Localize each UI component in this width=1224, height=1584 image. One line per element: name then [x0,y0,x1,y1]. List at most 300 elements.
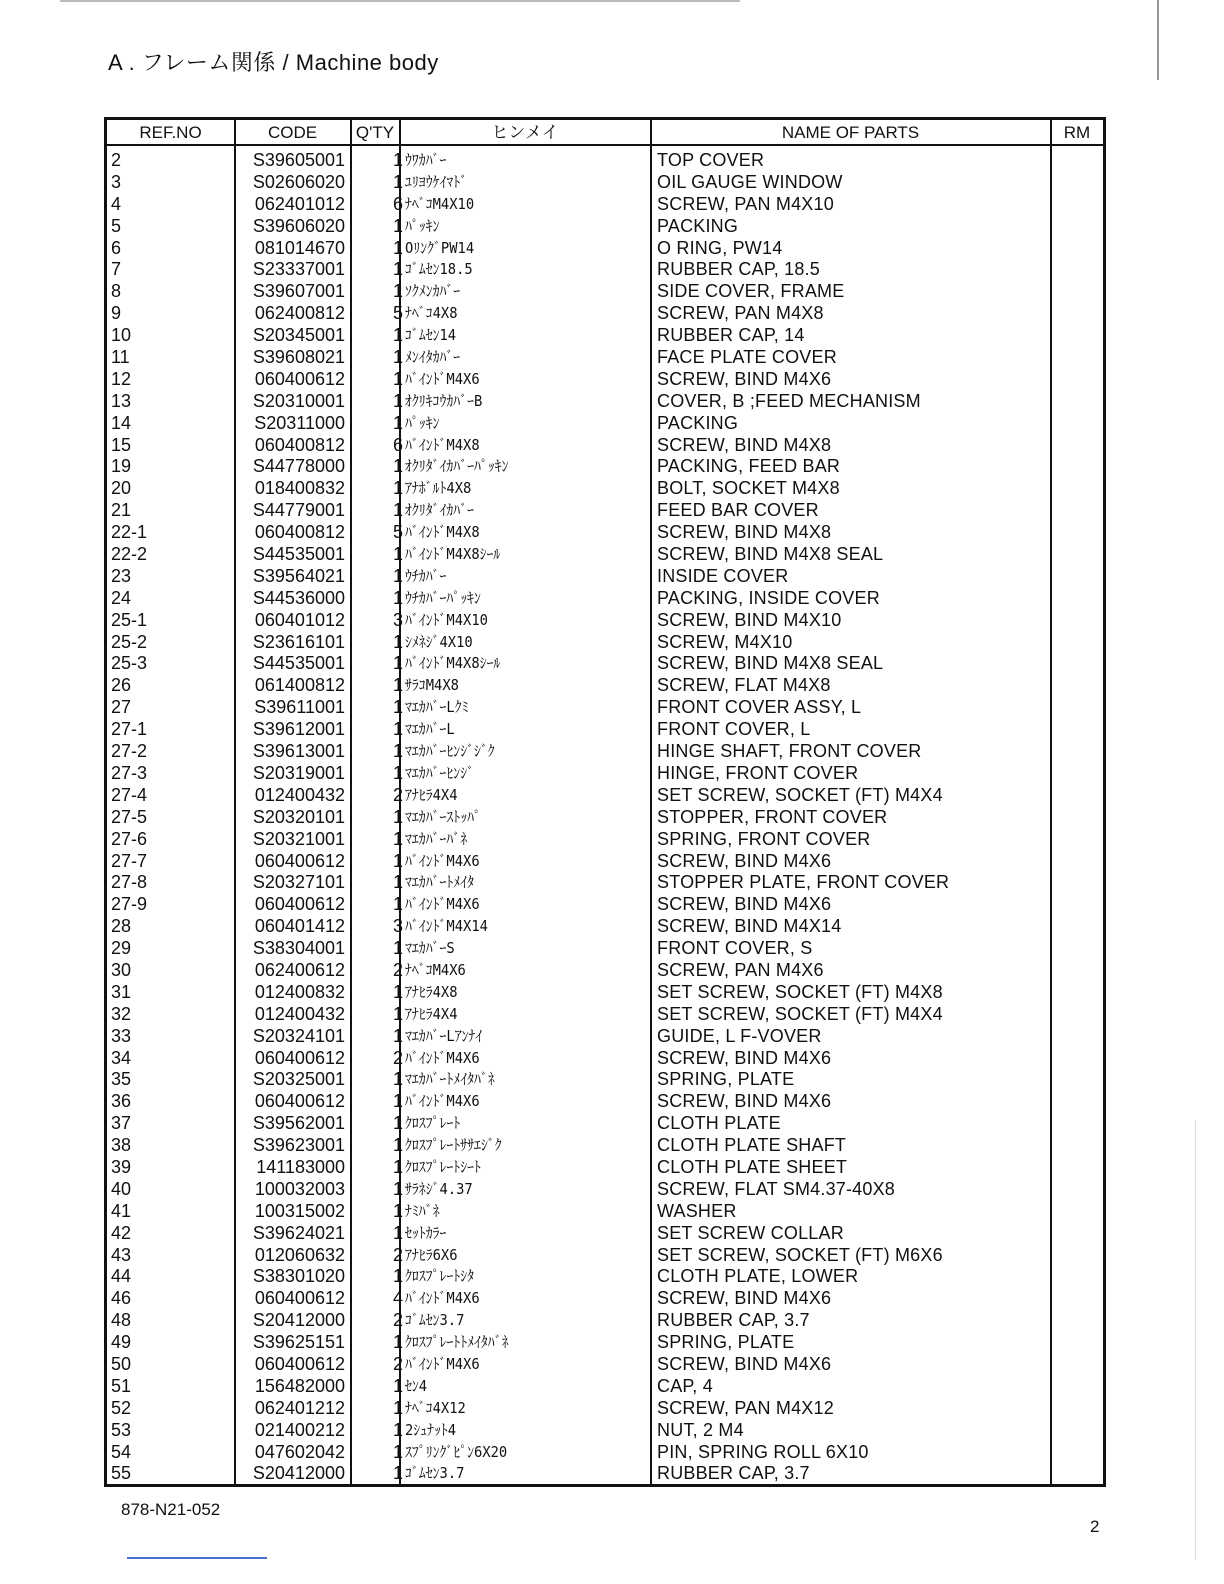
ref-no-cell: 50 [111,1353,132,1374]
kana-name-cell: ｸﾛｽﾌﾟﾚｰﾄ [405,1114,461,1133]
kana-name-cell: ﾏｴｶﾊﾞｰｽﾄｯﾊﾟ [405,807,481,826]
qty-cell: 4 [392,1288,403,1309]
code-cell: 021400212 [254,1419,345,1440]
part-name-cell: SCREW, PAN M4X12 [657,1397,834,1418]
table-row [107,435,1103,457]
kana-name-cell: ｺﾞﾑｾﾝ3.7 [405,1464,465,1483]
table-row [107,1288,1103,1310]
code-cell: S39564021 [252,565,345,586]
kana-name-cell: ﾏｴｶﾊﾞｰS [405,939,455,958]
part-name-cell: CLOTH PLATE, LOWER [657,1266,859,1287]
table-row [107,1091,1103,1113]
kana-name-cell: ｳﾁｶﾊﾞｰ [405,566,447,585]
page-title: A . フレーム関係 / Machine body [108,50,439,75]
part-name-cell: RUBBER CAP, 3.7 [657,1463,810,1484]
kana-name-cell: ﾏｴｶﾊﾞｰLｸﾐ [405,698,469,717]
table-row [107,1266,1103,1288]
ref-no-cell: 23 [111,565,132,586]
table-row [107,938,1103,960]
part-name-cell: BOLT, SOCKET M4X8 [657,478,840,499]
code-cell: 100315002 [254,1200,345,1221]
ref-no-cell: 32 [111,1003,132,1024]
kana-name-cell: ｱﾅﾋﾗ4X4 [405,785,458,804]
ref-no-cell: 14 [111,412,132,433]
part-name-cell: SCREW, BIND M4X10 [657,609,842,630]
kana-name-cell: ﾊﾞｲﾝﾄﾞM4X6 [405,895,480,914]
ref-no-cell: 4 [111,193,122,214]
ref-no-cell: 22-2 [111,544,148,565]
part-name-cell: SCREW, PAN M4X6 [657,959,824,980]
qty-cell: 1 [392,259,403,280]
kana-name-cell: ｵｸﾘﾀﾞｲｶﾊﾞｰ [405,501,475,520]
ref-no-cell: 37 [111,1113,132,1134]
table-row [107,588,1103,610]
ref-no-cell: 25-2 [111,631,148,652]
ref-no-cell: 44 [111,1266,132,1287]
part-name-cell: SCREW, BIND M4X6 [657,850,832,871]
code-cell: S20321001 [252,828,345,849]
kana-name-cell: ﾏｴｶﾊﾞｰﾄﾒｲﾀﾊﾞﾈ [405,1070,495,1089]
part-name-cell: SPRING, PLATE [657,1069,795,1090]
document-code: 878-N21-052 [121,1500,221,1519]
table-row [107,1245,1103,1267]
part-name-cell: COVER, B ;FEED MECHANISM [657,390,921,411]
qty-cell: 5 [392,522,403,543]
ref-no-cell: 7 [111,259,122,280]
kana-name-cell: ｸﾛｽﾌﾟﾚｰﾄｼﾀ [405,1267,475,1286]
ref-no-cell: 53 [111,1419,132,1440]
code-cell: S39611001 [254,697,345,718]
scan-edge-right-lower [1195,1120,1196,1560]
part-name-cell: PACKING, INSIDE COVER [657,587,880,608]
table-row [107,829,1103,851]
table-row [107,916,1103,938]
header-ref: REF.NO [139,123,202,142]
table-row [107,741,1103,763]
part-name-cell: SCREW, PAN M4X8 [657,303,824,324]
kana-name-cell: ｾﾝ4 [405,1376,428,1395]
table-row [107,238,1103,260]
qty-cell: 1 [392,806,403,827]
table-row [107,1332,1103,1354]
part-name-cell: FRONT COVER, L [657,719,811,740]
part-name-cell: FEED BAR COVER [657,500,819,521]
code-cell: S20412000 [252,1463,345,1484]
qty-cell: 1 [392,390,403,411]
code-cell: S44535001 [252,653,345,674]
kana-name-cell: ｳﾜｶﾊﾞｰ [405,151,447,169]
table-row [107,807,1103,829]
part-name-cell: INSIDE COVER [657,565,789,586]
code-cell: S23616101 [252,631,345,652]
part-name-cell: SCREW, BIND M4X6 [657,1288,832,1309]
code-cell: S44535001 [252,544,345,565]
part-name-cell: TOP COVER [657,150,765,170]
ref-no-cell: 40 [111,1178,132,1199]
ref-no-cell: 28 [111,916,132,937]
part-name-cell: SCREW, M4X10 [657,631,793,652]
table-row [107,1179,1103,1201]
kana-name-cell: ﾏｴｶﾊﾞｰLｱﾝﾅｲ [405,1026,483,1045]
table-row [107,982,1103,1004]
ref-no-cell: 27-5 [111,806,148,827]
table-row [107,325,1103,347]
code-cell: 062400812 [254,303,345,324]
kana-name-cell: ﾊﾞｲﾝﾄﾞM4X10 [405,610,488,629]
ref-no-cell: 29 [111,938,132,959]
code-cell: S39606020 [252,215,345,236]
part-name-cell: FRONT COVER ASSY, L [657,697,862,718]
table-row [107,194,1103,216]
part-name-cell: SCREW, BIND M4X6 [657,1091,832,1112]
ref-no-cell: 3 [111,171,122,192]
code-cell: S39605001 [252,150,345,170]
qty-cell: 2 [392,1353,403,1374]
qty-cell: 2 [392,1310,403,1331]
code-cell: S20345001 [252,325,345,346]
code-cell: S39607001 [252,281,345,302]
table-row [107,522,1103,544]
qty-cell: 1 [392,850,403,871]
qty-cell: 1 [392,1156,403,1177]
kana-name-cell: ｻﾗﾈｼﾞ4.37 [405,1179,473,1198]
ref-no-cell: 39 [111,1156,132,1177]
kana-name-cell: ｺﾞﾑｾﾝ18.5 [405,260,473,279]
ref-no-cell: 27-7 [111,850,148,871]
kana-name-cell: ｼﾒﾈｼﾞ4X10 [405,632,473,651]
table-row [107,675,1103,697]
table-row [107,1113,1103,1135]
table-row [107,697,1103,719]
qty-cell: 1 [392,281,403,302]
qty-cell: 1 [392,1135,403,1156]
ref-no-cell: 13 [111,390,132,411]
kana-name-cell: ﾏｴｶﾊﾞｰﾋﾝｼﾞｼﾞｸ [405,742,495,761]
code-cell: S39613001 [252,741,345,762]
kana-name-cell: ﾊﾞｲﾝﾄﾞM4X8 [405,523,480,542]
kana-name-cell: ﾊﾞｲﾝﾄﾞM4X6 [405,1354,480,1373]
ref-no-cell: 31 [111,981,132,1002]
table-row [107,1157,1103,1179]
table-row [107,347,1103,369]
kana-name-cell: ｿｸﾒﾝｶﾊﾞｰ [405,282,461,301]
ref-no-cell: 11 [111,347,130,368]
table-row [107,1398,1103,1420]
qty-cell: 1 [392,719,403,740]
code-cell: 100032003 [254,1178,345,1199]
part-name-cell: CLOTH PLATE [657,1113,781,1134]
qty-cell: 3 [392,916,403,937]
qty-cell: 1 [392,1397,403,1418]
table-row [107,150,1103,172]
scan-edge-bottom [127,1557,267,1559]
qty-cell: 1 [392,1419,403,1440]
qty-cell: 1 [392,456,403,477]
ref-no-cell: 21 [111,500,132,521]
scan-edge-right [1157,0,1159,80]
part-name-cell: SCREW, BIND M4X8 [657,434,832,455]
kana-name-cell: ﾊﾟｯｷﾝ [405,413,440,432]
kana-name-cell: ｱﾅﾎﾞﾙﾄ4X8 [405,479,472,498]
part-name-cell: SCREW, PAN M4X10 [657,193,834,214]
ref-no-cell: 19 [111,456,132,477]
kana-name-cell: ﾊﾞｲﾝﾄﾞM4X6 [405,369,480,388]
code-cell: 047602042 [254,1441,345,1462]
part-name-cell: OIL GAUGE WINDOW [657,171,843,192]
part-name-cell: SCREW, BIND M4X8 [657,522,832,543]
qty-cell: 1 [392,938,403,959]
part-name-cell: SCREW, FLAT M4X8 [657,675,831,696]
code-cell: 060400612 [254,1091,345,1112]
kana-name-cell: ｸﾛｽﾌﾟﾚｰﾄﾄﾒｲﾀﾊﾞﾈ [405,1333,509,1352]
kana-name-cell: ﾕﾘﾖｳｹｲﾏﾄﾞ [405,172,468,191]
kana-name-cell: ｾｯﾄｶﾗｰ [405,1223,447,1242]
code-cell: S39562001 [252,1113,345,1134]
header-rm: RM [1063,123,1091,142]
ref-no-cell: 8 [111,281,122,302]
code-cell: S02606020 [252,171,345,192]
qty-cell: 6 [392,193,403,214]
part-name-cell: FACE PLATE COVER [657,347,837,368]
part-name-cell: O RING, PW14 [657,237,783,258]
kana-name-cell: ﾅﾐﾊﾞﾈ [405,1201,440,1220]
qty-cell: 1 [392,872,403,893]
ref-no-cell: 51 [111,1375,132,1396]
kana-name-cell: OﾘﾝｸﾞPW14 [405,238,475,257]
kana-name-cell: ﾊﾞｲﾝﾄﾞM4X6 [405,851,480,870]
code-cell: 012060632 [254,1244,345,1265]
qty-cell: 1 [392,1069,403,1090]
table-row [107,960,1103,982]
table-row [107,1004,1103,1026]
code-cell: S39612001 [252,719,345,740]
code-cell: S38304001 [252,938,345,959]
part-name-cell: RUBBER CAP, 18.5 [657,259,820,280]
ref-no-cell: 9 [111,303,122,324]
part-name-cell: SCREW, BIND M4X8 SEAL [657,544,884,565]
part-name-cell: CAP, 4 [657,1375,713,1396]
table-row [107,1420,1103,1442]
ref-no-cell: 42 [111,1222,132,1243]
table-row [107,1026,1103,1048]
part-name-cell: SCREW, BIND M4X14 [657,916,842,937]
qty-cell: 1 [392,150,403,170]
qty-cell: 1 [392,587,403,608]
ref-no-cell: 27-1 [111,719,148,740]
kana-name-cell: ﾒﾝｲﾀｶﾊﾞｰ [405,348,461,367]
ref-no-cell: 5 [111,215,122,236]
ref-no-cell: 10 [111,325,132,346]
table-row [107,785,1103,807]
part-name-cell: GUIDE, L F-VOVER [657,1025,822,1046]
code-cell: 012400432 [254,784,345,805]
code-cell: S38301020 [252,1266,345,1287]
ref-no-cell: 38 [111,1135,132,1156]
ref-no-cell: 27-2 [111,741,148,762]
table-row [107,1354,1103,1376]
kana-name-cell: ｸﾛｽﾌﾟﾚｰﾄｻｻｴｼﾞｸ [405,1136,502,1155]
kana-name-cell: ﾊﾟｯｷﾝ [405,216,440,235]
code-cell: 012400432 [254,1003,345,1024]
code-cell: S39624021 [252,1222,345,1243]
ref-no-cell: 6 [111,237,122,258]
part-name-cell: NUT, 2 M4 [657,1419,744,1440]
code-cell: 060400612 [254,894,345,915]
qty-cell: 2 [392,1244,403,1265]
code-cell: S23337001 [252,259,345,280]
code-cell: S20311000 [254,412,345,433]
table-row [107,500,1103,522]
ref-no-cell: 43 [111,1244,132,1265]
qty-cell: 2 [392,1047,403,1068]
table-row [107,1442,1103,1464]
code-cell: 060400812 [254,434,345,455]
part-name-cell: STOPPER PLATE, FRONT COVER [657,872,950,893]
code-cell: 018400832 [254,478,345,499]
header-code: CODE [267,123,318,142]
table-row [107,478,1103,500]
table-row [107,544,1103,566]
code-cell: S44536000 [252,587,345,608]
header-name: NAME OF PARTS [781,123,920,142]
part-name-cell: WASHER [657,1200,737,1221]
qty-cell: 1 [392,762,403,783]
ref-no-cell: 49 [111,1332,132,1353]
ref-no-cell: 27-4 [111,784,148,805]
ref-no-cell: 48 [111,1310,132,1331]
ref-no-cell: 27 [111,697,132,718]
code-cell: 060400612 [254,368,345,389]
qty-cell: 1 [392,325,403,346]
code-cell: S20310001 [252,390,345,411]
code-cell: 061400812 [254,675,345,696]
table-row [107,1376,1103,1398]
ref-no-cell: 54 [111,1441,132,1462]
code-cell: 141183000 [256,1156,345,1177]
table-row [107,894,1103,916]
part-name-cell: SCREW, BIND M4X6 [657,368,832,389]
ref-no-cell: 55 [111,1463,132,1484]
code-cell: 060401412 [254,916,345,937]
ref-no-cell: 33 [111,1025,132,1046]
code-cell: S39623001 [252,1135,345,1156]
part-name-cell: PACKING, FEED BAR [657,456,841,477]
qty-cell: 1 [392,1222,403,1243]
code-cell: 060400612 [254,1353,345,1374]
ref-no-cell: 27-9 [111,894,148,915]
kana-name-cell: ｵｸﾘｷｺｳｶﾊﾞｰB [405,391,483,410]
table-row [107,653,1103,675]
kana-name-cell: ｵｸﾘﾀﾞｲｶﾊﾞｰﾊﾟｯｷﾝ [405,457,509,476]
table-row [107,1048,1103,1070]
table-row [107,851,1103,873]
code-cell: S20412000 [252,1310,345,1331]
kana-name-cell: ｱﾅﾋﾗ6X6 [405,1245,458,1264]
code-cell: S44779001 [252,500,345,521]
ref-no-cell: 35 [111,1069,132,1090]
part-name-cell: PIN, SPRING ROLL 6X10 [657,1441,869,1462]
kana-name-cell: ﾊﾞｲﾝﾄﾞM4X14 [405,917,488,936]
table-row [107,1135,1103,1157]
part-name-cell: SET SCREW, SOCKET (FT) M6X6 [657,1244,943,1265]
table-body [107,150,1103,1485]
kana-name-cell: ｸﾛｽﾌﾟﾚｰﾄｼｰﾄ [405,1157,481,1176]
qty-cell: 1 [392,1332,403,1353]
ref-no-cell: 15 [111,434,132,455]
code-cell: 062400612 [254,959,345,980]
table-row [107,610,1103,632]
code-cell: S44778000 [252,456,345,477]
kana-name-cell: ﾊﾞｲﾝﾄﾞM4X6 [405,1048,480,1067]
ref-no-cell: 20 [111,478,132,499]
parts-table [104,117,1106,1487]
kana-name-cell: ｻﾗｺM4X8 [405,676,459,695]
qty-cell: 1 [392,347,403,368]
part-name-cell: CLOTH PLATE SHAFT [657,1135,847,1156]
ref-no-cell: 27-8 [111,872,148,893]
qty-cell: 1 [392,1266,403,1287]
qty-cell: 1 [392,1200,403,1221]
ref-no-cell: 26 [111,675,132,696]
part-name-cell: SCREW, BIND M4X6 [657,1353,832,1374]
table-row [107,456,1103,478]
ref-no-cell: 41 [111,1200,132,1221]
kana-name-cell: ｺﾞﾑｾﾝ14 [405,326,457,345]
part-name-cell: SPRING, FRONT COVER [657,828,871,849]
code-cell: 060400612 [254,1047,345,1068]
code-cell: S39608021 [252,347,345,368]
part-name-cell: SCREW, FLAT SM4.37-40X8 [657,1178,896,1199]
code-cell: 060400612 [254,850,345,871]
qty-cell: 1 [392,1025,403,1046]
kana-name-cell: ｱﾅﾋﾗ4X8 [405,982,458,1001]
kana-name-cell: ﾊﾞｲﾝﾄﾞM4X8ｼｰﾙ [405,654,501,673]
qty-cell: 2 [392,784,403,805]
qty-cell: 1 [392,215,403,236]
qty-cell: 1 [392,675,403,696]
code-cell: S20327101 [252,872,345,893]
kana-name-cell: ﾊﾞｲﾝﾄﾞM4X6 [405,1289,480,1308]
part-name-cell: HINGE, FRONT COVER [657,762,859,783]
code-cell: S20324101 [252,1025,345,1046]
ref-no-cell: 24 [111,587,132,608]
qty-cell: 1 [392,1003,403,1024]
ref-no-cell: 36 [111,1091,132,1112]
code-cell: 012400832 [254,981,345,1002]
table-row [107,1069,1103,1091]
qty-cell: 6 [392,434,403,455]
part-name-cell: STOPPER, FRONT COVER [657,806,888,827]
code-cell: 156482000 [254,1375,345,1396]
qty-cell: 1 [392,981,403,1002]
ref-no-cell: 22-1 [111,522,148,543]
code-cell: 062401012 [254,193,345,214]
part-name-cell: CLOTH PLATE SHEET [657,1156,848,1177]
page-number: 2 [1090,1517,1100,1536]
kana-name-cell: ｱﾅﾋﾗ4X4 [405,1004,458,1023]
qty-cell: 1 [392,368,403,389]
qty-cell: 1 [392,171,403,192]
table-row [107,872,1103,894]
table-row [107,216,1103,238]
ref-no-cell: 52 [111,1397,132,1418]
table-row [107,369,1103,391]
header-divider [107,144,1103,146]
kana-name-cell: ｺﾞﾑｾﾝ3.7 [405,1311,465,1330]
qty-cell: 1 [392,237,403,258]
part-name-cell: SCREW, BIND M4X8 SEAL [657,653,884,674]
table-row [107,391,1103,413]
